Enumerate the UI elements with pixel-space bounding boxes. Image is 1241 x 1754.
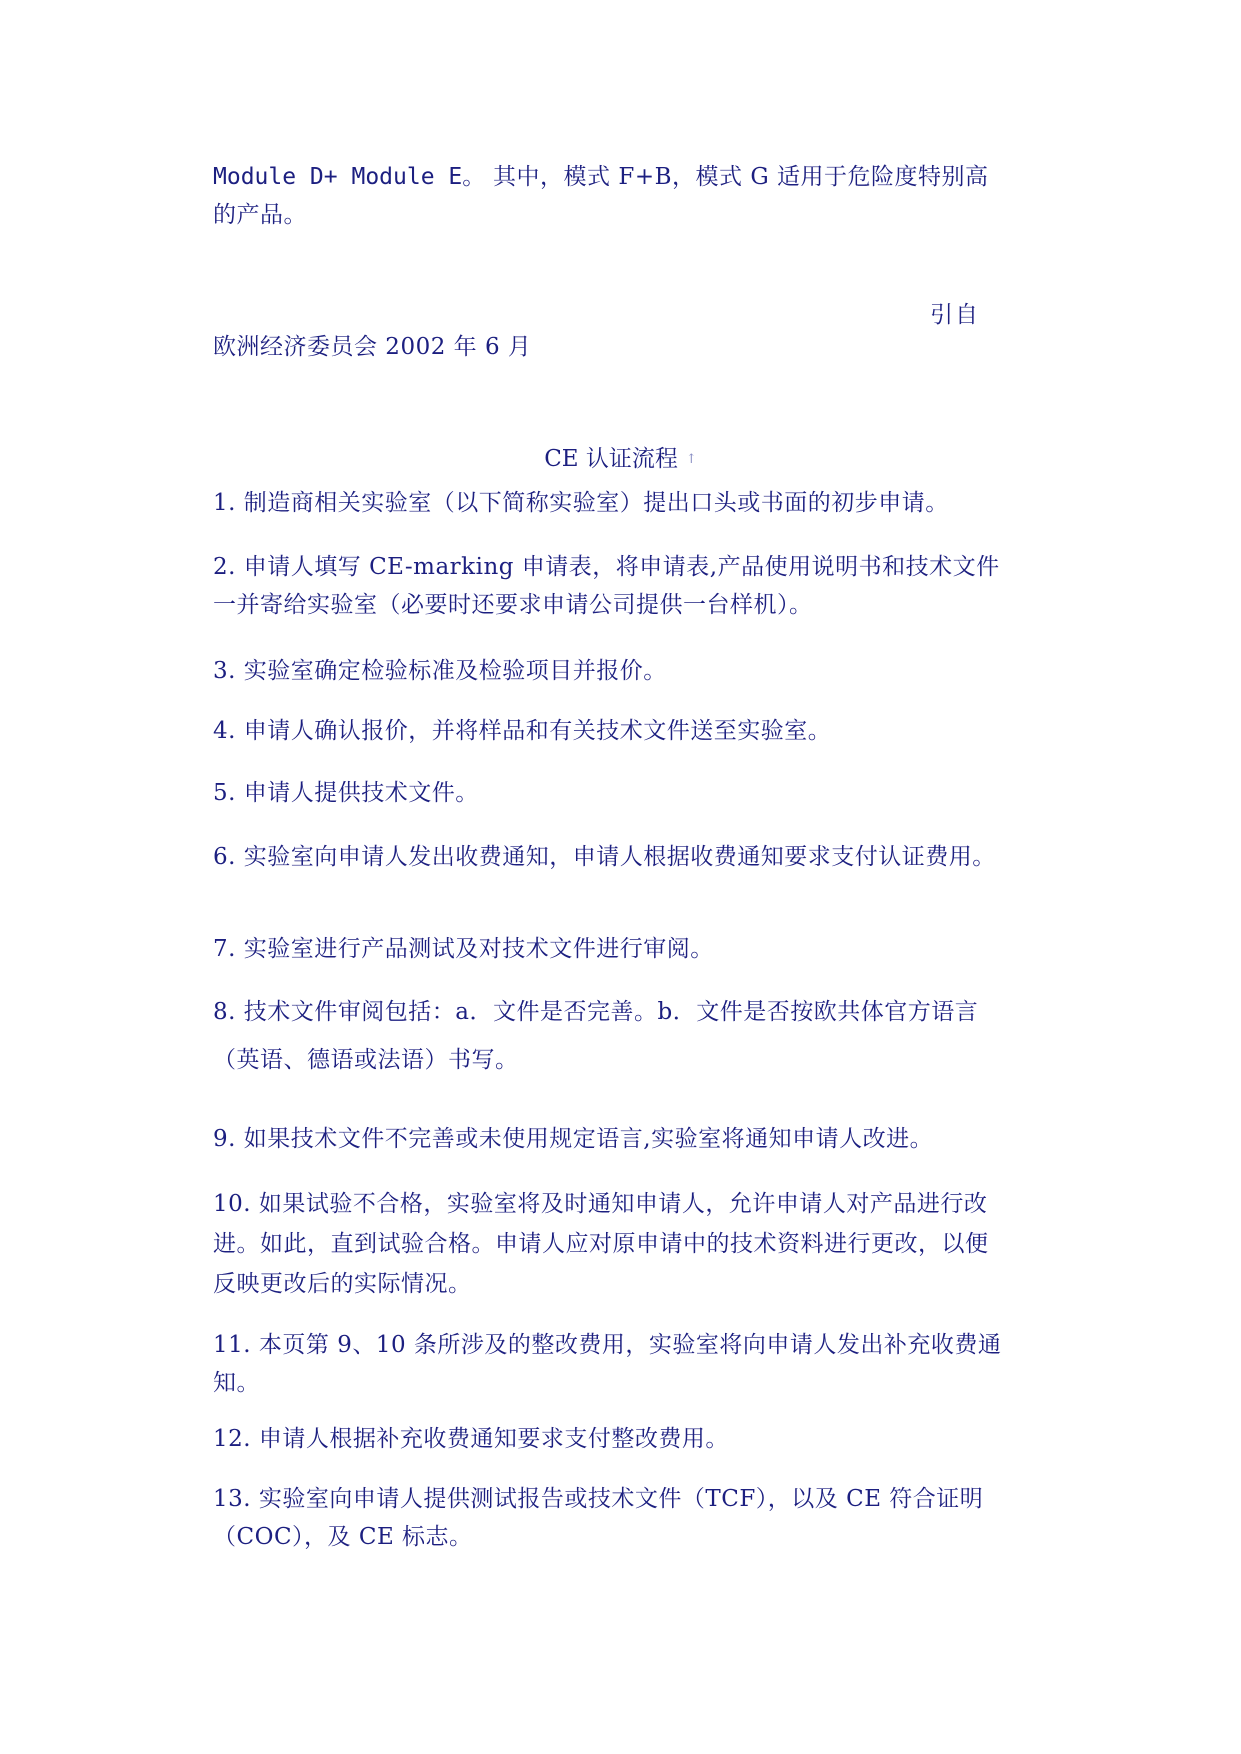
step-6: 6. 实验室向申请人发出收费通知，申请人根据收费通知要求支付认证费用。 [213, 844, 996, 870]
step-4: 4. 申请人确认报价，并将样品和有关技术文件送至实验室。 [213, 718, 832, 744]
intro-module-text: Module D+ Module E。 [213, 164, 486, 190]
step-9: 9. 如果技术文件不完善或未使用规定语言,实验室将通知申请人改进。 [213, 1126, 934, 1152]
section-title-text: CE 认证流程 [544, 446, 678, 472]
arrow-up-icon: ↑ [685, 452, 697, 467]
step-11: 11. 本页第 9、10 条所涉及的整改费用，实验室将向申请人发出补充收费通知。 [213, 1332, 1002, 1396]
step-7: 7. 实验室进行产品测试及对技术文件进行审阅。 [213, 936, 714, 962]
quote-prefix: 引自 [930, 302, 980, 328]
step-3: 3. 实验室确定检验标准及检验项目并报价。 [213, 658, 667, 684]
step-8: 8. 技术文件审阅包括：a．文件是否完善。b．文件是否按欧共体官方语言（英语、德语或法语）书写。 [213, 999, 979, 1073]
intro-rest-text: 其中，模式 F+B，模式 G 适用于危险度特别高的产品。 [213, 164, 989, 228]
step-12: 12. 申请人根据补充收费通知要求支付整改费用。 [213, 1426, 729, 1452]
section-title [0, 440, 1241, 479]
step-13: 13. 实验室向申请人提供测试报告或技术文件（TCF），以及 CE 符合证明（COC），及 CE 标志。 [213, 1486, 984, 1550]
step-5: 5. 申请人提供技术文件。 [213, 780, 479, 806]
intro-paragraph [213, 158, 1003, 234]
step-10: 10. 如果试验不合格，实验室将及时通知申请人，允许申请人对产品进行改进。如此，直到试验合格。申请人应对原申请中的技术资料进行更改，以便反映更改后的实际情况。 [213, 1191, 989, 1297]
step-1: 1. 制造商相关实验室（以下简称实验室）提出口头或书面的初步申请。 [213, 490, 949, 516]
quote-source: 欧洲经济委员会 2002 年 6 月 [213, 334, 532, 360]
step-2: 2. 申请人填写 CE-marking 申请表，将申请表,产品使用说明书和技术文件一并寄给实验室（必要时还要求申请公司提供一台样机）。 [213, 554, 1000, 618]
